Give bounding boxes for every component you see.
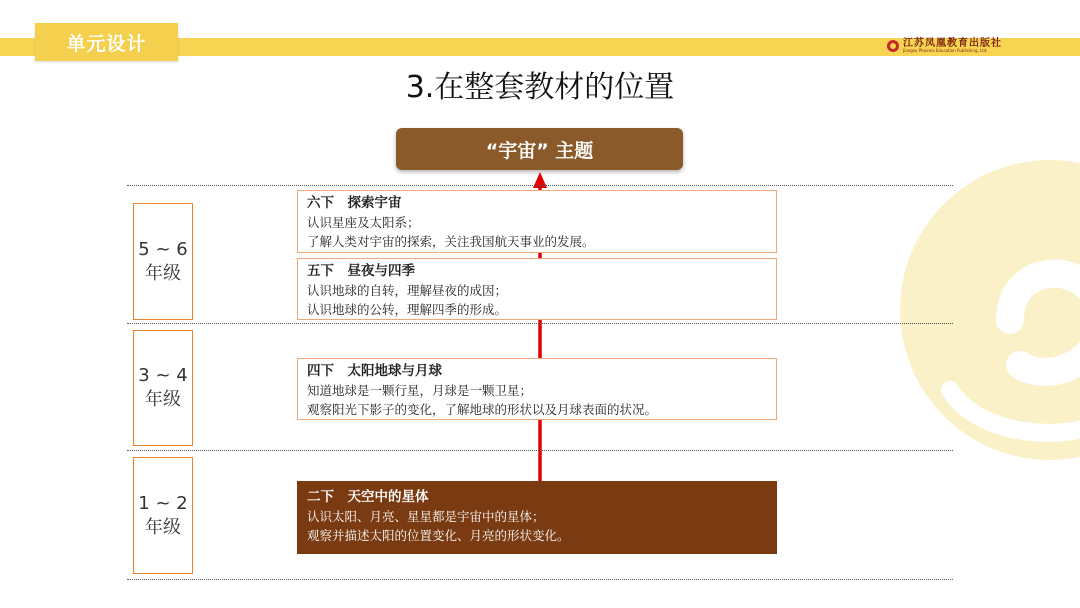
lesson-line: 观察并描述太阳的位置变化、月亮的形状变化。 — [307, 528, 570, 543]
publisher-name-en: Jiangsu Phoenix Education Publishing, Ltd. — [903, 48, 988, 53]
unit-design-tab: 单元设计 — [35, 23, 178, 61]
separator-line — [127, 323, 953, 324]
lesson-line: 认识太阳、月亮、星星都是宇宙中的星体； — [307, 509, 545, 524]
lesson-title: 二下 天空中的星体 — [307, 489, 429, 505]
lesson-line: 认识地球的公转，理解四季的形成。 — [307, 302, 508, 317]
separator-line — [127, 450, 953, 451]
lesson-title: 五下 昼夜与四季 — [307, 263, 415, 279]
lesson-box-grade2 — [297, 481, 777, 554]
grade-box-5-6 — [133, 203, 193, 320]
grade-range: 5 ~ 6 — [138, 238, 188, 260]
lesson-line: 认识星座及太阳系； — [307, 215, 420, 230]
theme-box: “宇宙” 主题 — [396, 128, 683, 170]
lesson-line: 观察阳光下影子的变化，了解地球的形状以及月球表面的状况。 — [307, 402, 658, 417]
grade-label: 年级 — [145, 262, 181, 284]
lesson-box-grade5 — [297, 258, 777, 320]
lesson-title: 四下 太阳地球与月球 — [307, 363, 442, 379]
grade-range: 3 ~ 4 — [138, 365, 188, 386]
grade-label: 年级 — [145, 389, 181, 410]
grade-range: 1 ~ 2 — [138, 492, 188, 514]
lesson-box-grade6 — [297, 190, 777, 253]
grade-box-3-4 — [133, 330, 193, 446]
lesson-title: 六下 探索宇宙 — [307, 195, 402, 211]
separator-line — [127, 579, 953, 580]
grade-box-1-2 — [133, 457, 193, 574]
separator-line — [127, 185, 953, 186]
lesson-line: 知道地球是一颗行星，月球是一颗卫星； — [307, 383, 533, 398]
lesson-box-grade4 — [297, 358, 777, 420]
grade-label: 年级 — [145, 516, 181, 538]
lesson-line: 了解人类对宇宙的探索，关注我国航天事业的发展。 — [307, 234, 595, 249]
publisher-name-cn: 江苏凤凰教育出版社 — [903, 38, 1002, 49]
page-title: 3.在整套教材的位置 — [405, 70, 675, 105]
lesson-line: 认识地球的自转，理解昼夜的成因； — [307, 283, 508, 298]
